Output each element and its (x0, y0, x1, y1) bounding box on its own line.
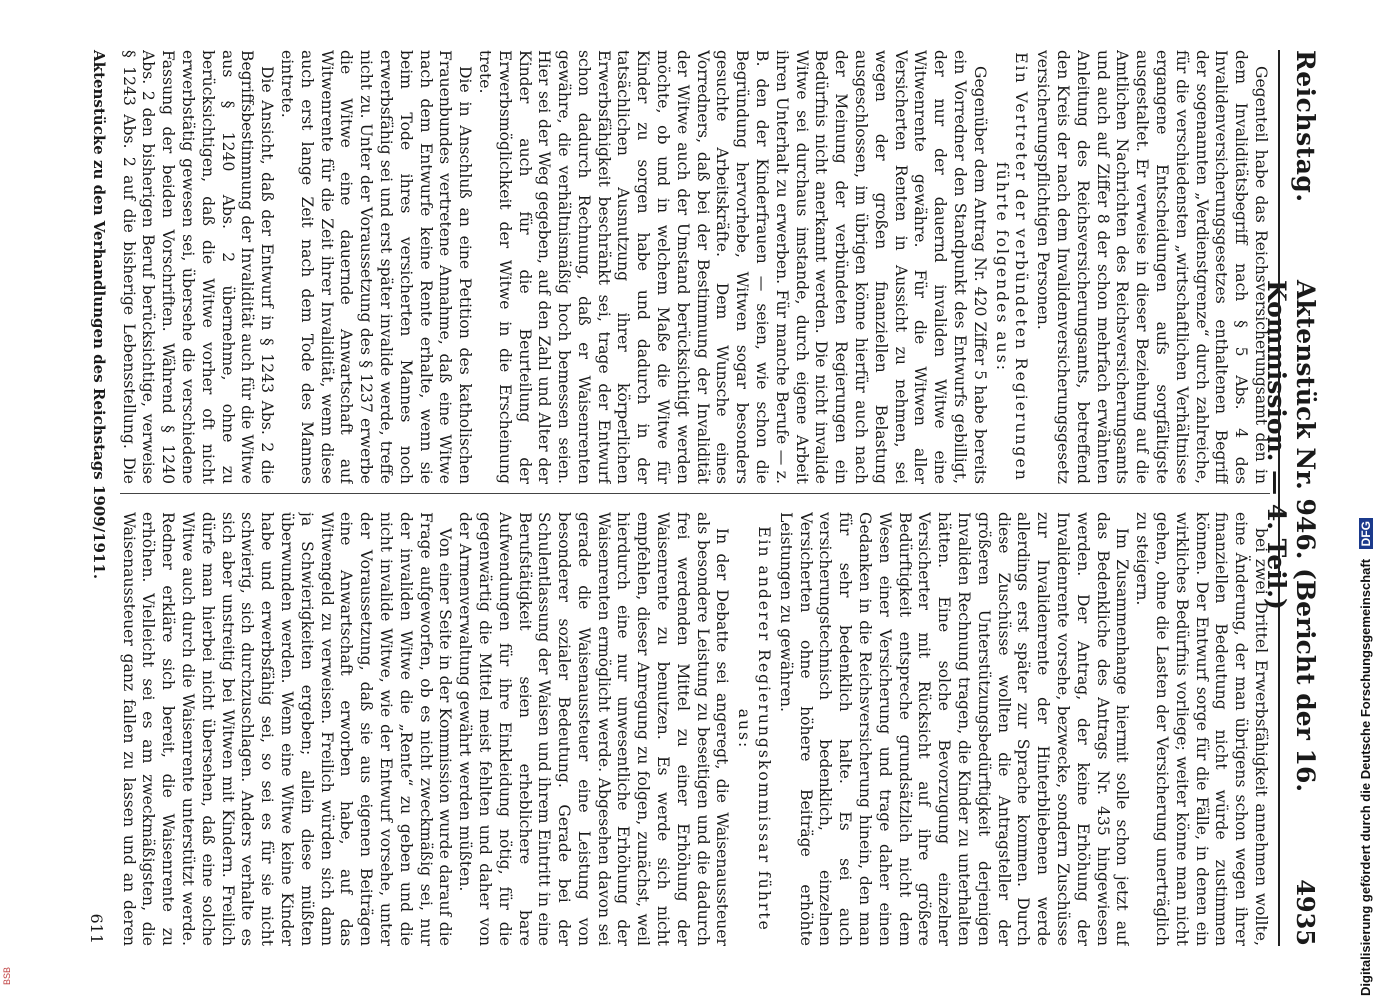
header-page-number: 4935 (1291, 879, 1320, 946)
running-header (1262, 50, 1324, 946)
footer-page-number: 611 (87, 913, 106, 944)
section-heading: Ein anderer Regierungskommissar führte aus: (735, 526, 774, 932)
paragraph: Gegenteil habe das Reichsversicherungsamt den in dem Invaliditätsbegriff nach § 5 Abs. 4 des Invalidenversicherungsgesetzes enthaltenen Begriff der sogenannten „Verdienstgrenze“ durch zahlreiche, für die verschiedensten „wirtschaftlichen Verhältnisse ergangene Entscheidungen aufs sorgfältigste ausgestaltet. Er verweise in dieser Beziehung auf die Amtlichen Nachrichten des Reichsversicherungsamts und auch auf Ziffer 8 der schon mehrfach erwähnten Anleitung des Reichsversicherungsamts, betreffend den Kreis der nach dem Invalidenversicherungsgesetz versicherungspflichtigen Personen. (1034, 50, 1270, 484)
digitization-text: Digitalisierung gefördert durch die Deutsche Forschungsgemeinschaft (1358, 558, 1373, 996)
library-mark: BSB (2, 966, 12, 985)
footer-source: Aktenstücke zu den Verhandlungen des Reichstags 1909/1911. (90, 50, 108, 580)
dfg-logo: DFG (1359, 518, 1373, 549)
paragraph: Von einer Seite in der Kommission wurde darauf die Frage aufgeworfen, ob es nicht zweckmäßig sei, nur der invaliden Witwe die „Rente“ zu geben und die nicht invalide Witwe, wie der Entwurf vorsehe, unter der Voraussetzung, daß sie aus eigenen Beiträgen eine Anwartschaft erworben habe, auf das Witwengeld zu verweisen. Freilich würden sich dann ja Schwierigkeiten ergeben; allein diese müßten überwunden werden. Wenn eine Witwe keine Kinder habe und erwerbsfähig sei, so sei es für sie nicht schwierig, sich durchzuschlagen. Anders verhalte es sich aber unstreitig bei Witwen mit Kindern. Freilich dürfe man hierbei nicht übersehen, daß eine solche Witwe auch durch die Waisenrente unterstützt werde. Redner erkläre sich bereit, die Waisenrente zu erhöhen. Vielleicht sei es am zweckmäßigsten, die Waisenaussteuer ganz fallen zu lassen und an deren (120, 512, 455, 946)
column-divider (120, 493, 1270, 494)
paragraph: In der Debatte sei angeregt, die Waisenaussteuer als besondere Leistung zu beseitigen und die dadurch frei werdenden Mittel zu einer Erhöhung der Waisenrente zu benutzen. Es werde sich nicht empfehlen, dieser Anregung zu folgen, zunächst, weil hierdurch eine nur unwesentliche Erhöhung der Waisenrenten ermöglicht werde. Abgesehen davon sei gerade die Waisenaussteuer eine Leistung von besonderer sozialer Bedeutung. Gerade bei der Schulentlassung der Waisen und ihrem Eintritt in eine Berufstätigkeit seien erheblichere bare Aufwendungen für ihre Einkleidung nötig, für die gegenwärtig die Mittel meist fehlten und daher von der Armenverwaltung gewährt werden müßten. (456, 512, 732, 946)
section-heading: Ein Vertreter der verbündeten Regierungen führte folgendes aus: (992, 52, 1031, 482)
digitization-note (1358, 6, 1378, 996)
right-column (120, 512, 1270, 946)
paragraph: Die in Anschluß an eine Petition des katholischen Frauenbundes vertretene Annahme, daß eine Witwe nach dem Entwurfe keine Rente erhalte, wenn sie beim Tode ihres versicherten Mannes noch erwerbsfähig sei und erst später invalide werde, treffe nicht zu. Unter der Voraussetzung des § 1237 erwerbe die Witwe eine dauernde Anwartschaft auf Witwenrente für die Zeit ihrer Invalidität, wenn diese auch erst lange Zeit nach dem Tode des Mannes eintrete. (277, 50, 475, 484)
paragraph: Im Zusammenhange hiermit solle schon jetzt auf das Bedenkliche des Antrags Nr. 435 hingewiesen werden. Der Antrag, der keine Erhöhung der Invalidenrente vorsehe, bezwecke, sondern Zuschüsse zur Invalidenrente der Hinterbliebenen werde allerdings erst später zur Sprache kommen. Durch diese Zuschüsse wollten die Antragsteller der größeren Unterstützungsbedürftigkeit derjenigen Invaliden Rechnung tragen, die Kinder zu unterhalten hätten. Eine solche Bevorzugung einzelner Versicherter mit Rücksicht auf ihre größere Bedürftigkeit entspreche grundsätzlich nicht dem Wesen einer Versicherung und trage daher einen Gedanken in die Reichsversicherung hinein, den man für sehr bedenklich halte. Es sei auch versicherungstechnisch bedenklich, einzelnen Versicherten ohne höhere Beiträge erhöhte Leistungen zu gewähren. (776, 512, 1132, 946)
left-column (120, 50, 1270, 484)
scanned-page (42, 28, 1332, 968)
paragraph: Die Ansicht, daß der Entwurf in § 1243 Abs. 2 die Begriffsbestimmung der Invalidität auch für die Witwe aus § 1240 Abs. 2 übernehme, ohne zu berücksichtigen, daß die Witwe vorher oft nicht erwerbstätig gewesen sei, übersehe die verschiedene Fassung der beiden Vorschriften. Während § 1240 Abs. 2 den bisherigen Beruf berücksichtige, verweise § 1243 Abs. 2 auf die bisherige Lebensstellung. Die (120, 50, 277, 484)
header-rule (1278, 50, 1280, 946)
header-title: Aktenstück Nr. 946. (Bericht der 16. Kommission. — 4. Teil.) (1262, 280, 1320, 793)
paragraph: bei zwei Drittel Erwerbsfähigkeit annehmen wollte, eine Änderung, der man übrigens schon wegen ihrer finanziellen Bedeutung nicht würde zustimmen können. Der Entwurf sorge für die Fälle, in denen ein wirkliches Bedürfnis vorliege; weiter könne man nicht gehen, ohne die Lasten der Versicherung unerträglich zu steigern. (1133, 512, 1270, 946)
header-left: Reichstag. (1291, 50, 1320, 203)
paragraph: Gegenüber dem Antrag Nr. 420 Ziffer 5 habe bereits ein Vorredner den Standpunkt des Entwurfs gebilligt, der nur der dauernd invaliden Witwe eine Witwenrente gewähre. Für die Witwen aller Versicherten Renten in Aussicht zu nehmen, sei wegen der großen finanziellen Belastung ausgeschlossen, im übrigen könne hierfür auch nach der Meinung der verbündeten Regierungen ein Bedürfnis nicht anerkannt werden. Die nicht invalide Witwe sei durchaus imstande, durch eigene Arbeit ihren Unterhalt zu erwerben. Für manche Berufe — z. B. den der Kinderfrauen — seien, wie schon die Begründung hervorhebe, Witwen sogar besonders gesuchte Arbeitskräfte. Dem Wunsche eines Vorredners, daß bei der Bestimmung der Invalidität der Witwe auch der Umstand berücksichtigt werden möchte, ob und in welchem Maße die Witwe für Kinder zu sorgen habe und dadurch in der tatsächlichen Ausnutzung ihrer körperlichen Erwerbsfähigkeit beschränkt sei, trage der Entwurf schon dadurch Rechnung, daß er Waisenrenten gewähre, die verhältnismäßig hoch bemessen seien. Hier sei der Weg gegeben, auf den Zahl und Alter der Kinder auch für die Beurteilung der Erwerbsmöglichkeit der Witwe in die Erscheinung trete. (475, 50, 989, 484)
